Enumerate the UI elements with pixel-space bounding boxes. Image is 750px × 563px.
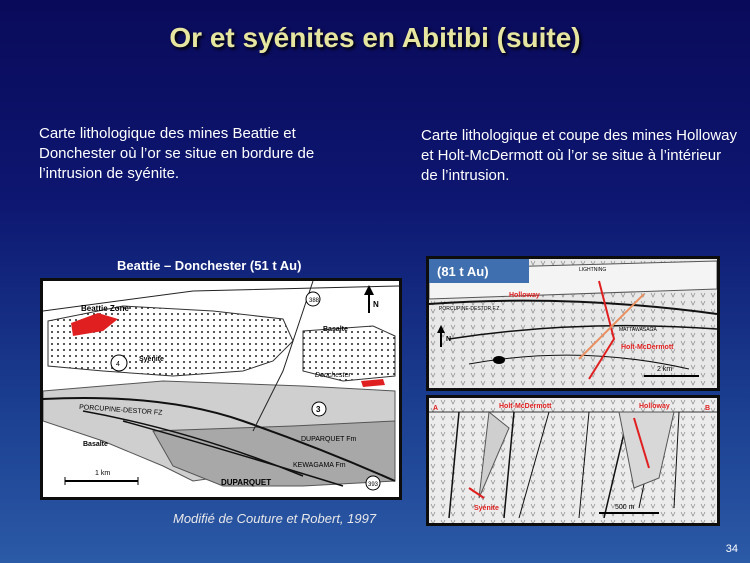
section-holt-label: Holt-McDermott [499,403,552,410]
slide-title: Or et syénites en Abitibi (suite) [169,22,581,53]
top-scale-label: 2 km [657,366,673,373]
scale-label: 1 km [95,470,111,477]
road-388-label: 388 [309,298,320,304]
donchester-ore [361,379,385,387]
duparquet-label: DUPARQUET [221,478,272,487]
holloway-plan-map [426,256,720,391]
beattie-zone-label: Beattie Zone [81,304,130,313]
holloway-label: Holloway [509,292,540,299]
syenite-label: Syénite [139,356,164,363]
lightning-label: LIGHTNING [579,267,607,273]
left-map-caption: Beattie – Donchester (51 t Au) [117,258,302,273]
basalte-bottom-label: Basalte [83,441,108,448]
holt-mcdermott-label: Holt-McDermott [621,344,674,351]
section-mark-b: B [705,405,711,412]
section-mark-a: A [433,405,439,412]
top-fault-label: PORCUPINE-DESTOR F.Z. [439,306,501,312]
road-4-label: 4 [116,361,120,368]
slide-number: 34 [725,543,738,555]
holloway-cross-section [426,395,720,526]
gold-tonnage-tag: (81 t Au) [429,259,529,283]
section-holloway-label: Holloway [639,403,670,410]
north-label: N [373,300,379,309]
road-3-label: 3 [316,405,321,414]
beattie-donchester-map [40,278,402,500]
kewagama-fm-label: KEWAGAMA Fm [293,462,346,469]
basalte-top-label: Basalte [323,326,348,333]
section-scale-label: 500 m [615,504,635,511]
duparquet-fm-label: DUPARQUET Fm [301,436,357,443]
top-north-label: N [446,336,452,343]
left-description: Carte lithologique des mines Beattie et Donchester où l’or se situe en bordure de l’intrusion de syénite. [39,125,315,182]
donchester-label: Donchester [315,372,351,379]
section-syenite-label: Syénite [474,505,499,512]
mattawasaga-label: MATTAWASAGA [619,327,657,333]
fault-label: PORCUPINE-DESTOR FZ [78,404,163,417]
right-description: Carte lithologique et coupe des mines Holloway et Holt-McDermott où l’or se situe à l’intérieur de l’intrusion. [421,127,738,184]
road-393-label: 393 [368,482,379,488]
map-credit: Modifié de Couture et Robert, 1997 [173,511,377,526]
syenite-body [48,306,293,376]
